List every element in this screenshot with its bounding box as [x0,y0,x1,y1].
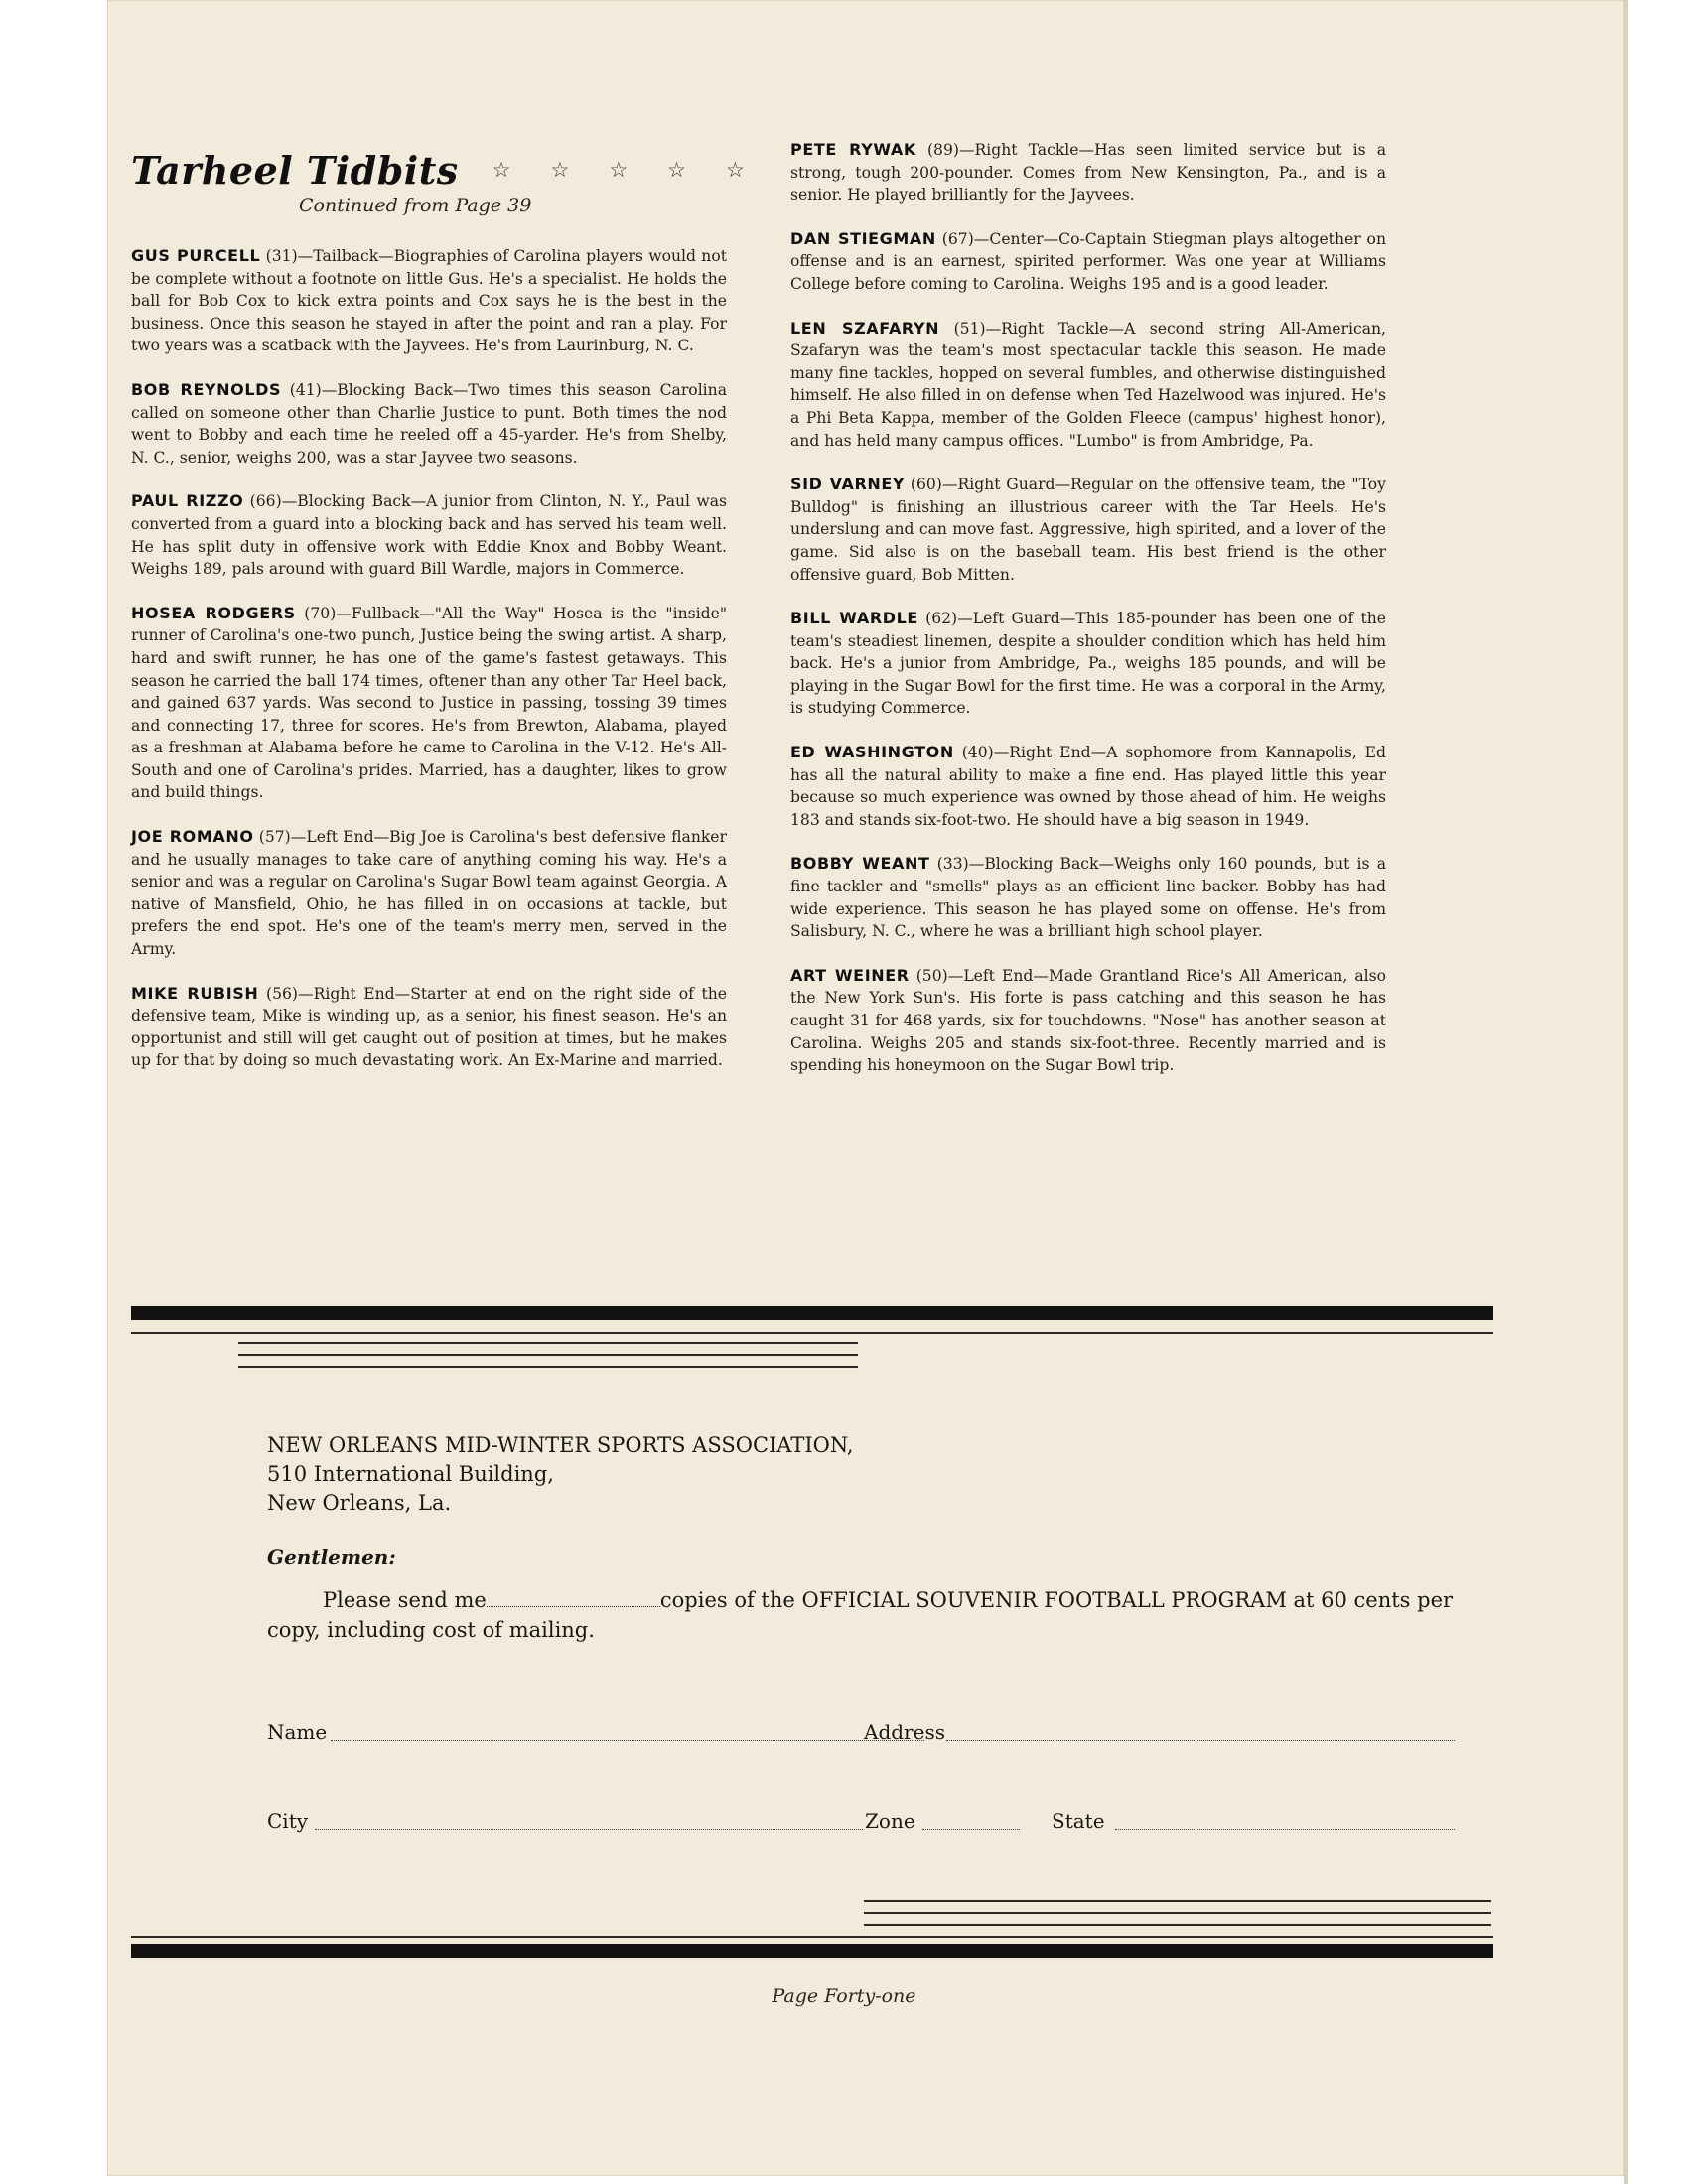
player-bio [131,603,727,804]
player-bio [790,318,1386,453]
player-name: LEN SZAFARYN [790,318,940,338]
bottom-thin-rule [131,1936,1493,1938]
address-label: Address [864,1720,945,1744]
short-rule [864,1900,1491,1902]
player-name: HOSEA RODGERS [131,603,296,622]
player-name: ART WEINER [790,965,910,985]
player-bio [790,742,1386,831]
address-line: New Orleans, La. [267,1491,452,1515]
page-title: Tarheel Tidbits [131,147,459,193]
bottom-rule [131,1944,1493,1958]
player-text: (57)—Left End—Big Joe is Carolina's best defensive flanker and he usually manages to take care of anything coming his way. He's a senior and was a regular on Carolina's Sugar Bowl team against Georgia. A native of Mansfield, Ohio, he has filled in on occasions at tackle, but prefers the end spot. He's one of the team's merry men, served in the Army. [131,828,727,959]
star-icon: ☆ [492,158,511,182]
short-rule [864,1912,1491,1914]
player-text: (51)—Right Tackle—A second string All-American, Szafaryn was the team's most spectacular tackle this season. He made many fine tackles, hopped on several fumbles, and otherwise distinguished himself. He also filled in on defense when Ted Hazelwood was injured. He's a Phi Beta Kappa, member of the Golden Fleece (campus' highest honor), and has held many campus offices. "Lumbo" is from Ambridge, Pa. [790,319,1386,450]
player-bio [790,228,1386,296]
zone-field[interactable] [922,1829,1020,1830]
state-label: State [1052,1809,1105,1833]
player-bio [131,983,727,1072]
player-bio [790,965,1386,1077]
star-ornaments [492,158,745,182]
player-text: (50)—Left End—Made Grantland Rice's All American, also the New York Sun's. His forte is pass catching and this season he has caught 31 for 468 yards, six for touchdowns. "Nose" has another season at Carolina. Weighs 205 and stands six-foot-three. Recently married and is spending his honeymoon on the Sugar Bowl trip. [790,966,1386,1075]
name-label: Name [267,1720,328,1744]
salutation: Gentlemen: [267,1545,396,1569]
player-bio [790,853,1386,942]
left-column [131,245,727,1094]
top-thin-rule [131,1332,1493,1334]
state-field[interactable] [1115,1829,1455,1830]
mailing-address [267,1432,854,1518]
player-name: BOBBY WEANT [790,854,930,874]
player-bio [131,490,727,580]
player-text: (62)—Left Guard—This 185-pounder has been one of the team's steadiest linemen, despite a shoulder condition which has held him back. He's a junior from Ambridge, Pa., weighs 185 pounds, and will be playing in the Sugar Bowl for the first time. He was a corporal in the Army, is studying Commerce. [790,610,1386,718]
player-name: PAUL RIZZO [131,491,244,511]
right-column [790,139,1386,1099]
continued-note: Continued from Page 39 [299,195,532,216]
player-text: (41)—Blocking Back—Two times this season Carolina called on someone other than Charlie Justice to punt. Both times the nod went to Bobby and each time he reeled off a 45-yarder. He's from Shelby, N. C., senior, weighs 200, was a star Jayvee two seasons. [131,380,728,467]
short-rule [238,1342,858,1344]
player-name: PETE RYWAK [790,140,916,159]
section-header [131,145,846,195]
player-text: (89)—Right Tackle—Has seen limited service but is a strong, tough 200-pounder. Comes from New Kensington, Pa., and is a senior. He played brilliantly for the Jayvees. [790,141,1387,205]
city-zone-state-row [267,1809,1455,1839]
player-text: (66)—Blocking Back—A junior from Clinton, N. Y., Paul was converted from a guard into a blocking back and has served his team well. He has split duty in offensive work with Eddie Knox and Bobby Weant. Weighs 189, pals around with guard Bill Wardle, majors in Commerce. [131,492,728,579]
player-name: GUS PURCELL [131,246,261,265]
short-rule [238,1354,858,1356]
order-request [267,1585,1469,1645]
address-line: 510 International Building, [267,1462,554,1486]
address-field[interactable] [946,1740,1455,1741]
player-name: BILL WARDLE [790,609,918,628]
page-edge [1624,0,1628,2184]
star-icon: ☆ [667,158,686,182]
short-rule [864,1924,1491,1926]
star-icon: ☆ [609,158,629,182]
short-rule [238,1366,858,1368]
player-text: (70)—Fullback—"All the Way" Hosea is the "inside" runner of Carolina's one-two punch, Justice being the swing artist. A sharp, hard and swift runner, he has one of the game's fastest getaways. This season he carried the ball 174 times, oftener than any other Tar Heel back, and gained 637 yards. Was second to Justice in passing, tossing 39 times and connecting 17, three for scores. He's from Brewton, Alabama, played as a freshman at Alabama before he came to Carolina in the V-12. He's All-South and one of Carolina's prides. Married, has a daughter, likes to grow and build things. [131,604,727,802]
player-text: (31)—Tailback—Biographies of Carolina players would not be complete without a footnote on little Gus. He's a specialist. He holds the ball for Bob Cox to kick extra points and Cox says he is the best in the business. Once this season he stayed in after the point and ran a play. For two years was a scatback with the Jayvees. He's from Laurinburg, N. C. [131,247,727,355]
player-bio [131,245,727,357]
player-bio [790,474,1386,586]
player-name: MIKE RUBISH [131,983,259,1003]
city-field[interactable] [315,1829,863,1830]
request-text: copies of the OFFICIAL SOUVENIR FOOTBALL PROGRAM at 60 cents per copy, including cost of mailing. [267,1588,1454,1642]
copies-field[interactable] [487,1588,660,1607]
player-text: (67)—Center—Co-Captain Stiegman plays altogether on offense and is an earnest, spirited performer. Was one year at Williams College before coming to Carolina. Weighs 195 and is a good leader. [790,229,1386,293]
name-field[interactable] [331,1740,924,1741]
player-name: DAN STIEGMAN [790,228,936,248]
player-bio [790,139,1386,206]
star-icon: ☆ [725,158,745,182]
player-text: (33)—Blocking Back—Weighs only 160 pounds, but is a fine tackler and "smells" plays as an efficient line backer. Bobby has had wide experience. This season he has played some on offense. He's from Salisbury, N. C., where he was a brilliant high school player. [790,855,1386,941]
request-text: Please send me [323,1588,487,1612]
name-address-row [267,1720,1455,1750]
player-bio [790,608,1386,720]
player-text: (60)—Right Guard—Regular on the offensive team, the "Toy Bulldog" is finishing an illustrious career with the Tar Heels. He's underslung and can move fast. Aggressive, high spirited, and a lover of the game. Sid also is on the baseball team. His best friend is the other offensive guard, Bob Mitten. [790,476,1386,584]
player-text: (40)—Right End—A sophomore from Kannapolis, Ed has all the natural ability to make a fine end. Has played little this year because so much experience was owned by those ahead of him. He weighs 183 and stands six-foot-two. He should have a big season in 1949. [790,744,1386,829]
zone-label: Zone [865,1809,915,1833]
player-name: ED WASHINGTON [790,743,954,762]
city-label: City [267,1809,309,1833]
player-bio [131,379,727,469]
player-text: (56)—Right End—Starter at end on the right side of the defensive team, Mike is winding up, as a senior, his finest season. He's an opportunist and still will get caught out of position at times, but he makes up for that by doing so much devastating work. An Ex-Marine and married. [131,984,727,1070]
player-name: SID VARNEY [790,475,906,494]
player-bio [131,826,727,961]
page-number: Page Forty-one [772,1985,916,2007]
top-rule [131,1306,1493,1320]
star-icon: ☆ [550,158,570,182]
player-name: BOB REYNOLDS [131,379,282,399]
player-name: JOE ROMANO [131,827,254,847]
address-line: NEW ORLEANS MID-WINTER SPORTS ASSOCIATION, [267,1433,854,1457]
